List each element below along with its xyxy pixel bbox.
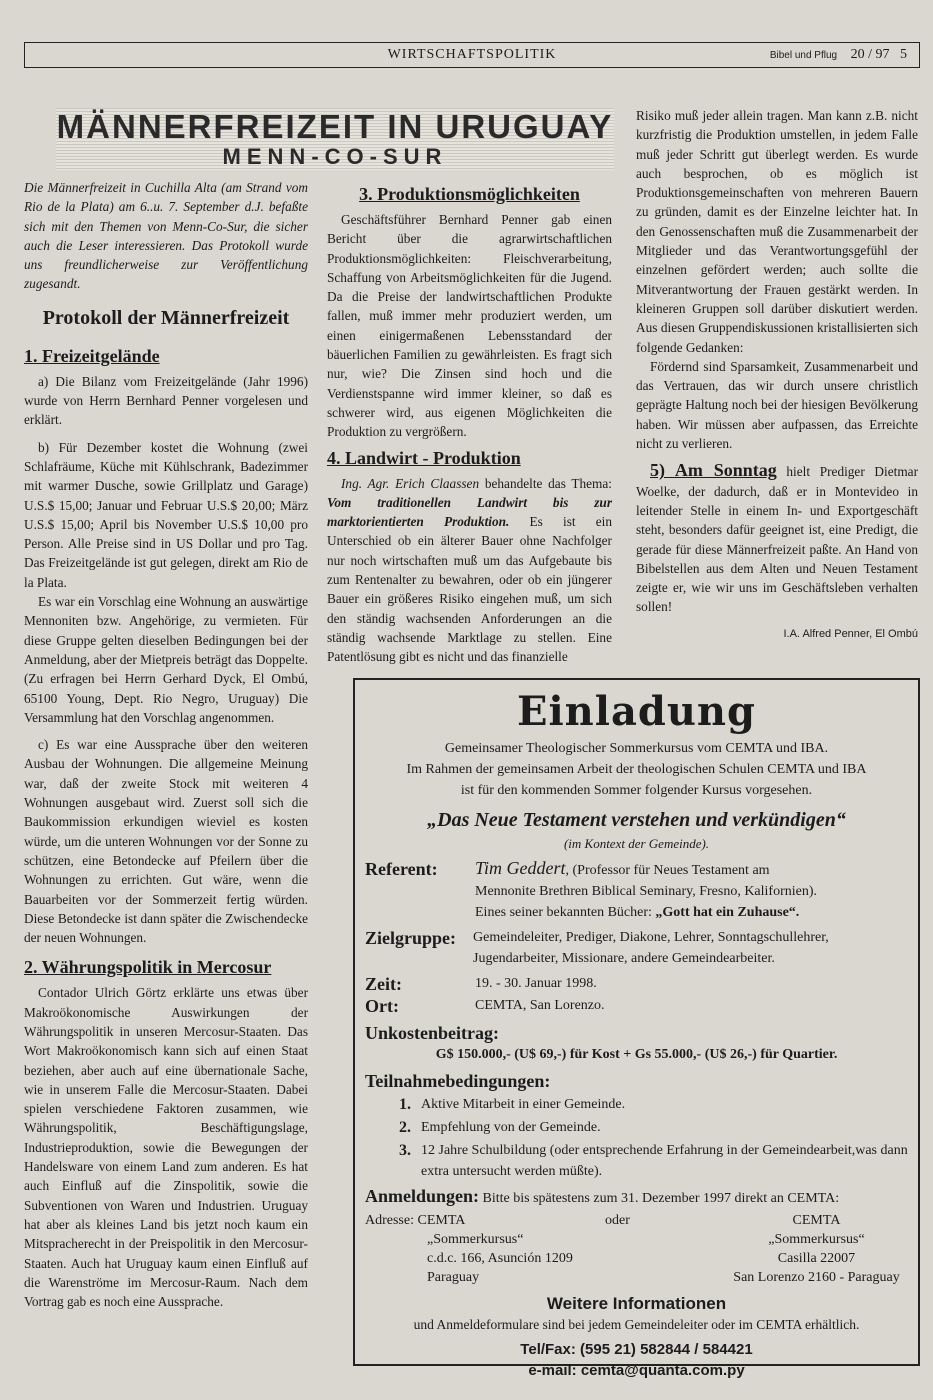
invitation-line-3: ist für den kommenden Sommer folgender Kursus vorgesehen. [460,783,813,798]
registration-label: Anmeldungen: [365,1186,480,1206]
section-1-heading: 1. Freizeitgelände [24,345,160,366]
address-2: CEMTA „Sommerkursus“ Casilla 22007 San Lorenzo 2160 - Paraguay [733,1213,900,1285]
invitation-line-2: Im Rahmen der gemeinsamen Arbeit der theologischen Schulen CEMTA und IBA [406,762,867,777]
column-3 [636,106,918,644]
section-5-heading: 5) Am Sonntag [650,460,777,481]
target-group-row: Zielgruppe: Gemeindeleiter, Prediger, Diakone, Lehrer, Sonntagschullehrer, Jugendarbeiter, Missionare, andere Gemeindearbeiter. [365,927,908,969]
column-2 [327,178,612,667]
invitation-line-1: Gemeinsamer Theologischer Sommerkursus vom CEMTA und IBA. [444,741,829,756]
conditions-list [365,1094,908,1182]
course-context: (im Kontext der Gemeinde). [563,836,710,851]
registration-line: Anmeldungen: Bitte bis spätestens zum 31. Dezember 1997 direkt an CEMTA: [365,1186,840,1206]
section-4-text: Ing. Agr. Erich Claassen behandelte das Thema: Vom traditionellen Landwirt bis zur marktorientierten Produktion. Es ist ein Unterschied ob ein älterer Bauer ohne Nachfolger nur noch wirtschaften muß um das Aufgebaute bis zum Rentenalter zu bewahren, oder ob ein jüngerer Bauer ein größeres Risiko eingehen muß, um sich den ständig wachsenden Anforderungen an die ständig wachsende Marktlage zu stellen. Eine Patentlösung gibt es nicht und das finanzielle [327,475,613,665]
section-3-heading: 3. Produktionsmöglichkeiten [359,184,580,204]
section-1-b: b) Für Dezember kostet die Wohnung (zwei Schlafräume, Küche mit Kühlschrank, Badezimmer mit warmer Dusche, sowie Grillplatz und Garage) U.S.$ 15,00; Januar und Februar U.S.$ 20,00; März U.S.$ 15,00; April bis November U.S.$ 10,00 pro Person. Alle Preise sind in US Dollar und pro Tag. Das Freizeitgelände ist gut gelegen, direkt am Rio de la Plata. [24,439,308,590]
section-3-text: Geschäftsführer Bernhard Penner gab einen Bericht über die agrarwirtschaftlichen Produktionsmöglichkeiten: Fleischverarbeitung, Schaffung von Arbeitsmöglichkeiten für die Jugend. Da die Preise der landwirtschaftlichen Produkte fallen, muß immer mehr produziert werden, um einen einigermaßenen Lebensstandard der bäuerlichen Familien zu gewährleisten. Es fragt sich nur, wie? Die Zinsen sind hoch und die Verdienstspanne wird immer kleiner, so daß es schwerer wird, aus eigenen Möglichkeiten die Produktion zu vergrößern. [327,212,612,440]
article-title: MÄNNERFREIZEIT IN URUGUAY [56,108,614,145]
page-header [24,42,920,68]
invitation-box [353,678,920,1379]
referent-value: Tim Geddert, (Professor für Neues Testament am Mennonite Brethren Biblical Seminary, Fresno, Kalifornien). Eines seiner bekannten Bücher: „Gott hat ein Zuhause“. [475,858,818,920]
section-1-c: c) Es war eine Aussprache über den weiteren Ausbau der Wohnungen. Die allgemeine Meinung war, daß der zweite Stock mit weiteren 4 Wohnungen ausgebaut wird. Zuerst soll sich die Baukommission erkundigen wieviel es kosten würde, um die unteren Wohnungen vor der Sonne zu schützen, eine Betondecke auf Pfeilern über die Wohnungen zu errichten. Gut wäre, wenn die Bauarbeiten vor der Sommerzeit fertig würden. Diese Betondecke ist dann später die Zwischendecke der neuen Wohnungen. [24,737,308,946]
section-title: WIRTSCHAFTSPOLITIK [387,47,557,62]
publication-name: Bibel und Pflug [769,50,838,61]
section-4-heading: 4. Landwirt - Produktion [327,447,521,468]
col3-paragraph-1: Risiko muß jeder allein tragen. Man kann z.B. nicht kurzfristig die Produktion umstellen, in jedem Falle muß jeder Schritt gut überlegt werden. Es wurde auch besprochen, ob es möglich ist Produktionsgemeinschaften von mehreren Bauern zu gründen, damit es der Einzelne leichter hat. In den Genossenschaften muß die Zusammenarbeit der Mitglieder und das Verantwortungsgefühl der einzelnen gefördert werden; auch sollte die Mitverantwortung der Frauen gestärkt werden. In kleineren Gruppen soll darüber diskutiert werden. Aus diesen Gruppendiskussionen kristallisierten sich folgende Gedanken: [636,108,918,355]
cost-value: G$ 150.000,- (U$ 69,-) für Kost + Gs 55.000,- (U$ 26,-) für Quartier. [435,1047,838,1062]
more-info-heading: Weitere Informationen [546,1294,727,1313]
time-row [365,973,908,995]
col3-paragraph-2: Fördernd sind Sparsamkeit, Zusammenarbeit und das Vertrauen, das wir durch unsere christlich geprägte Haltung noch bei der hiesigen Bevölkerung haben. Wir müssen aber aufpassen, das Erreichte nicht zu verlieren. [636,358,918,452]
column-1 [24,106,308,1311]
page-number: 5 [900,47,907,62]
section-2-heading: 2. Währungspolitik in Mercosur [24,957,272,978]
section-4-speaker: Ing. Agr. Erich Claassen [341,475,480,491]
telephone: Tel/Fax: (595 21) 582844 / 584421 [520,1341,753,1358]
protocol-heading: Protokoll der Männerfreizeit [42,306,290,329]
email: e-mail: cemta@quanta.com.py [528,1362,745,1379]
referent-label: Referent: [365,859,438,879]
section-1-b2: Es war ein Vorschlag eine Wohnung an auswärtige Mennoniten bzw. Angehörige, zu vermieten. Für diese Gruppe gelten dieselben Bedingungen bei der Anmeldung, aber der Mietpreis beträgt das Doppelte. (Zu erfragen bei Herrn Gerhard Dyck, El Ombú, 65100 Young, Dept. Rio Negro, Uruguay) Die Versammlung hat den Vorschlag angenommen. [24,594,308,725]
list-item: 3. 12 Jahre Schulbildung (oder entsprechende Erfahrung in der Gemeindearbeit,was dann extra untersucht werden müßte). [399,1142,908,1179]
time-label: Zeit: [365,974,402,994]
course-theme: „Das Neue Testament verstehen und verkündigen“ [427,809,846,831]
target-group-label: Zielgruppe: [365,928,457,948]
invitation-title: Einladung [517,688,756,735]
conditions-label: Teilnahmebedingungen: [365,1071,551,1091]
address-or: oder [605,1213,630,1228]
cost-label: Unkostenbeitrag: [365,1023,499,1043]
issue-number: 20 / 97 [850,47,890,62]
list-item: 2. Empfehlung von der Gemeinde. [399,1119,601,1136]
section-4-theme: Vom traditionellen Landwirt bis zur marktorientierten Produktion. [327,494,612,530]
issue-info [770,47,907,63]
section-2-text: Contador Ulrich Görtz erklärte uns etwas über Makroökonomische Auswirkungen der Währungspolitik in unseren Mercosur-Staaten. Das Wort Makroökonomisch kann sich auf einen Staat beziehen, aber auch auf eine übernationale Sache, wie in unserem Falle die Mercosur-Staaten. Dabei spielen verschiedene Faktoren zusammen, wie Währungspolitik, Beschäftigungslage, Industrieproduktion, sowie die Bewegungen der Handelsware von einem Land zum anderen. Es hat auch Einfluß auf die Zinspolitik, sowie die Subventionen von Waren und Industrien. Uruguay hat aber als kleines Land bis jetzt noch kaum ein Mitspracherecht in der Preispolitik in den Mercosur-Staaten. Auch hat Uruguay kaum einen Einfluß auf die Warenströme im Mercosur-Raum. Nach dem Vortrag gab es noch eine Aussprache. [24,985,308,1310]
section-5-text: 5) Am Sonntag hielt Prediger Dietmar Woelke, der dadurch, daß er in Montevideo in leitender Stelle in einem In- und Exportgeschäft steht, besonders dafür geeignet ist, eine Predigt, die gerade für diese Männerfreizeit paßte. An Hand von Bibelstellen aus dem Alten und Neuen Testament zeigte er, wie wir uns im Geschäftsleben verhalten sollen! [636,460,919,615]
place-label: Ort: [365,996,399,1016]
address-1: Adresse: CEMTA „Sommerkursus“ c.d.c. 166, Asunción 1209 Paraguay [365,1213,573,1285]
section-1-a: a) Die Bilanz vom Freizeitgelände (Jahr 1996) wurde von Herrn Bernhard Penner vorgelesen und erklärt. [24,373,308,428]
article-subtitle: MENN-CO-SUR [222,144,448,169]
addresses [365,1211,908,1287]
signature: I.A. Alfred Penner, El Ombú [783,627,918,640]
time-value: 19. - 30. Januar 1998. [475,976,597,991]
intro-text: Die Männerfreizeit in Cuchilla Alta (am Strand vom Rio de la Plata) am 6..u. 7. September d.J. befaßte sich mit den Themen von Menn-Co-Sur, die sicher auch die Leser interessieren. Das Protokoll wurde uns freundlicherweise zur Veröffentlichung zugesandt. [24,180,308,292]
referent-row [365,858,908,923]
more-info-text: und Anmeldeformulare sind bei jedem Gemeindeleiter oder im CEMTA erhältlich. [413,1317,860,1332]
place-value: CEMTA, San Lorenzo. [475,998,605,1013]
place-row [365,995,908,1017]
book-title: „Gott hat ein Zuhause“. [655,905,800,920]
list-item: 1. Aktive Mitarbeit in einer Gemeinde. [399,1096,626,1113]
referent-name: Tim Geddert [475,858,566,878]
